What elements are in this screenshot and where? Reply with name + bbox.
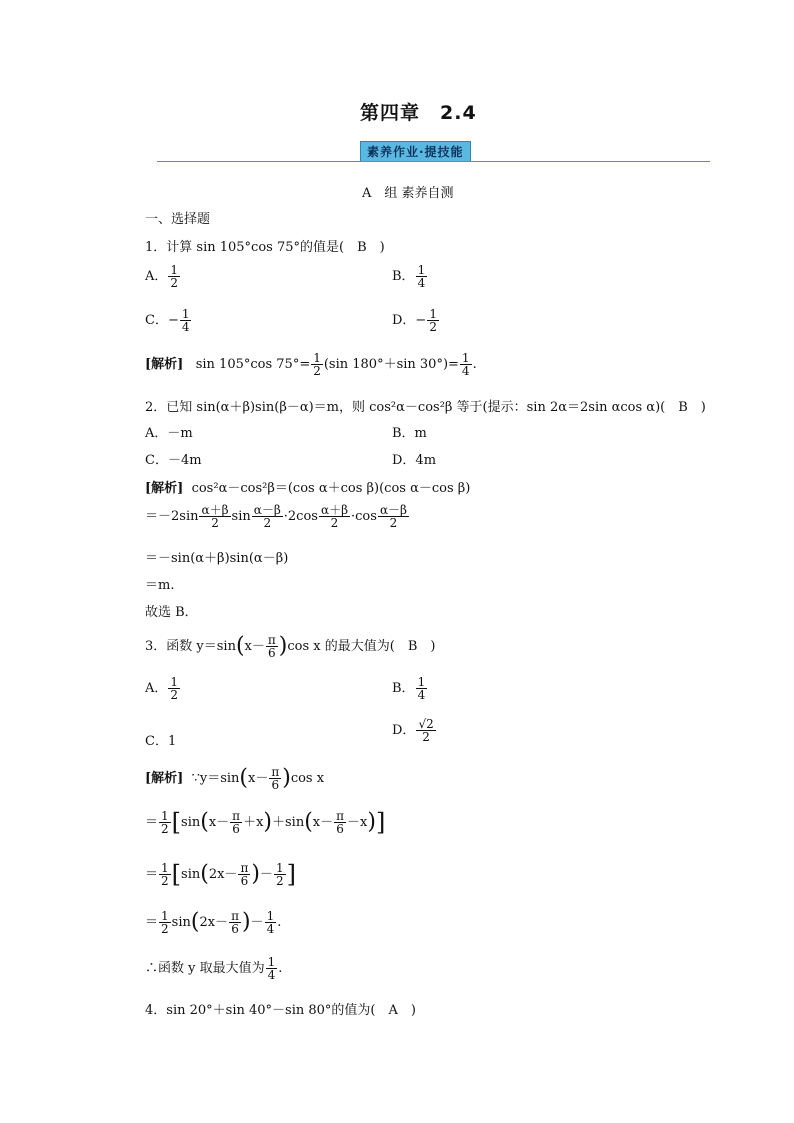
q2-solution-line-1: [解析] cos²α－cos²β＝(cos α＋cos β)(cos α－cos β): [145, 481, 471, 496]
q1-option-d: D．− $\frac{1}{2}$: [392, 307, 437, 334]
q2-option-d: D．4m: [392, 453, 437, 468]
q2-option-b: B．m: [392, 426, 427, 441]
q2-option-c: C．－4m: [145, 453, 202, 468]
header-divider: [157, 161, 710, 162]
q3-option-c: C．1: [145, 734, 177, 749]
q2-solution-line-4: ＝m.: [145, 578, 175, 593]
q3-solution-line-1: [解析] ∵y＝sin(x－ $\frac{\pi}{6}$ )cos x: [145, 765, 325, 792]
part-heading: 一、选择题: [145, 212, 211, 227]
q3-conclusion: ∴函数 y 取最大值为 $\frac{1}{4}$ .: [145, 955, 283, 982]
q3-option-d: D． $\frac{√2}{2}$: [392, 717, 434, 744]
q3-option-a: A． $\frac{1}{2}$: [145, 675, 179, 702]
q2-conclusion: 故选 B．: [145, 605, 198, 620]
q3-solution-line-2: ＝ $\frac{1}{2}$ [sin(x－ $\frac{\pi}{6}$ ＋x)＋sin(x－ $\frac{\pi}{6}$ －x)]: [145, 808, 386, 837]
q3-stem: 3．函数 y＝sin(x－ $\frac{\pi}{6}$ )cos x 的最大值为( B ): [145, 633, 436, 660]
q2-solution-line-3: ＝－sin(α＋β)sin(α－β): [145, 551, 289, 566]
q2-solution-line-2: ＝－2sin $\frac{\alpha+\beta}{2}$ sin $\frac{\alpha-\beta}{2}$ ·2cos $\frac{\alpha+\beta}{2}$ ·cos $\frac{\alpha-\beta}{2}$: [145, 503, 407, 530]
q2-option-a: A．－m: [145, 426, 193, 441]
q1-stem: 1．计算 sin 105°cos 75°的值是( B ): [145, 240, 385, 255]
q4-stem: 4．sin 20°＋sin 40°－sin 80°的值为( A ): [145, 1003, 416, 1018]
q1-option-b: B． $\frac{1}{4}$: [392, 263, 426, 290]
q1-solution: [解析] sin 105°cos 75°= $\frac{1}{2}$ (sin 180°＋sin 30°)= $\frac{1}{4}$ .: [145, 351, 477, 378]
q2-stem: 2．已知 sin(α＋β)sin(β－α)＝m，则 cos²α－cos²β 等于(提示：sin 2α＝2sin αcos α)( B ): [145, 400, 706, 415]
q1-option-c: C．− $\frac{1}{4}$: [145, 307, 190, 334]
q3-solution-line-3: ＝ $\frac{1}{2}$ [sin(2x－ $\frac{\pi}{6}$ )－ $\frac{1}{2}$ ]: [145, 860, 296, 889]
page-title: 第四章 2.4: [360, 102, 477, 124]
q1-option-a: A． $\frac{1}{2}$: [145, 263, 179, 290]
q3-option-b: B． $\frac{1}{4}$: [392, 675, 426, 702]
section-heading: A 组 素养自测: [362, 186, 454, 201]
q3-solution-line-4: ＝ $\frac{1}{2}$ sin(2x－ $\frac{\pi}{6}$ )－ $\frac{1}{4}$ .: [145, 909, 282, 936]
section-tag: 素养作业·提技能: [360, 141, 471, 162]
